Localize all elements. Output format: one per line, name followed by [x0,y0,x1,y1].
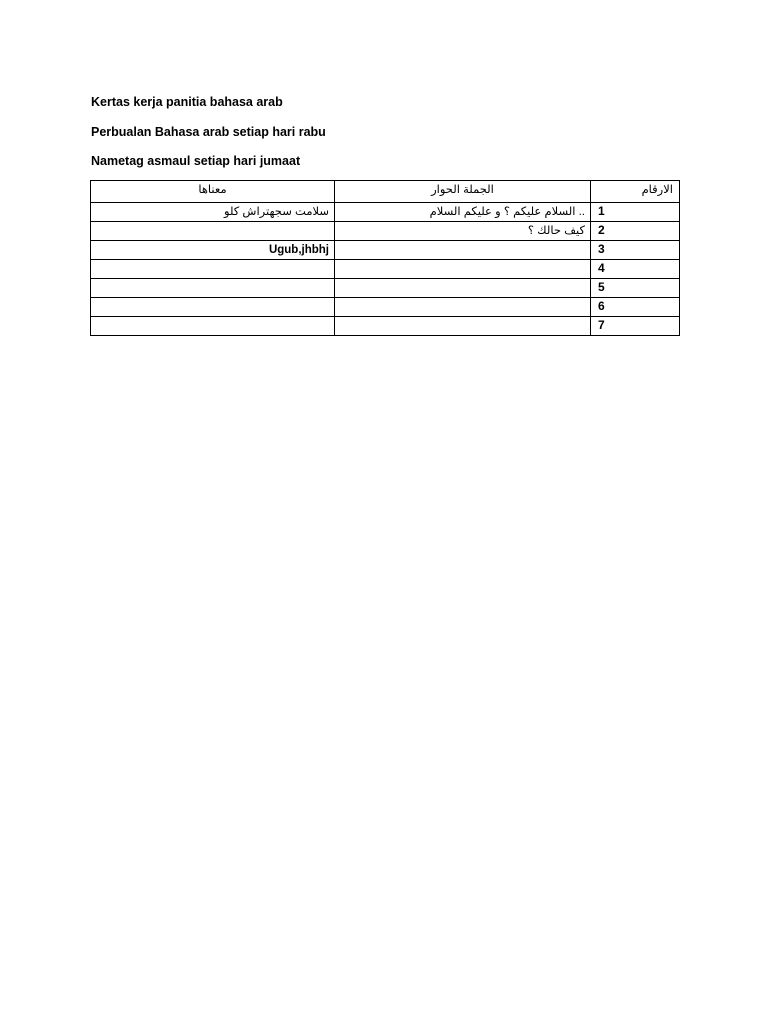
row-number: 3 [598,242,605,256]
cell-number [591,260,680,279]
cell-number [591,203,680,222]
row-number: 2 [598,223,605,237]
cell-sentence [335,260,591,279]
cell-number [591,317,680,336]
row-number: 1 [598,204,605,218]
cell-meaning [91,298,335,317]
cell-sentence: كيف حالك ؟ [335,222,591,241]
cell-sentence [335,298,591,317]
row-number: 5 [598,280,605,294]
cell-sentence: .. السلام عليكم ؟ و عليكم السلام [335,203,591,222]
table-row [91,222,680,241]
table-row [91,241,680,260]
cell-number [591,222,680,241]
heading-conversation-schedule: Perbualan Bahasa arab setiap hari rabu [91,125,326,139]
header-sentence: الجملة الحوار [335,181,591,203]
cell-sentence [335,317,591,336]
row-number: 6 [598,299,605,313]
cell-number [591,298,680,317]
cell-meaning: سلامت سجهتراش كلو [91,203,335,222]
cell-number [591,279,680,298]
heading-working-paper: Kertas kerja panitia bahasa arab [91,95,283,109]
cell-meaning: Ugub,jhbhj [91,241,335,260]
table-row [91,298,680,317]
row-number: 4 [598,261,605,275]
cell-meaning [91,222,335,241]
cell-sentence [335,279,591,298]
cell-meaning [91,260,335,279]
table-row [91,203,680,222]
table-header-row [91,181,680,203]
heading-nametag-schedule: Nametag asmaul setiap hari jumaat [91,154,301,168]
cell-sentence [335,241,591,260]
row-number: 7 [598,318,605,332]
header-number: الارقام [591,181,680,203]
header-meaning: معناها [91,181,335,203]
table-row [91,317,680,336]
cell-number [591,241,680,260]
cell-meaning [91,317,335,336]
cell-meaning [91,279,335,298]
table-row [91,260,680,279]
vocabulary-table [90,180,680,336]
table-row [91,279,680,298]
